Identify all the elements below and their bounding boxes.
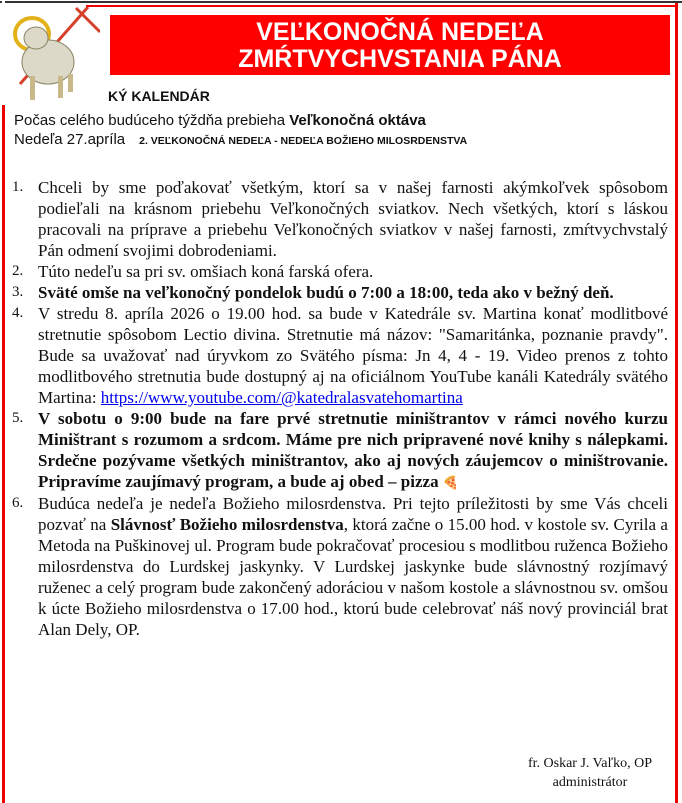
item-text: V sobotu o 9:00 bude na fare prvé stretnutie miništrantov v rámci nového kurzu Miništrant s rozumom a srdcom. Máme pre nich pripravené nové knihy s nálepkami. Srdečne pozývame všetkých miništrantov, ako aj nových záujemcov o miništrovanie. Pripravíme zaujímavý program, a bude aj obed – pizza: [38, 409, 668, 491]
item-text: Túto nedeľu sa pri sv. omšiach koná farská ofera.: [38, 262, 374, 281]
list-item: [0, 177, 668, 261]
date: Nedeľa 27.apríla: [14, 131, 126, 148]
octave-prefix: Počas celého budúceho týždňa prebieha: [14, 112, 290, 129]
date-line: [14, 131, 467, 148]
item-text: Chceli by sme poďakovať všetkým, ktorí sa v našej farnosti akýmkoľvek spôsobom podieľali na krásnom priebehu Veľkonočných sviatkov. Nech všetkých, ktorí s láskou pracovali na príprave a priebehu Veľkonočných sviatkov v našej farnosti, zmŕtvychvstalý Pán odmení svojimi dobrodeniami.: [38, 178, 668, 260]
list-item: [0, 303, 668, 408]
list-item: [0, 282, 668, 303]
frame-inner-top-border: [86, 5, 678, 7]
item-text: Sväté omše na veľkonočný pondelok budú o 7:00 a 18:00, teda ako v bežný deň.: [38, 283, 614, 302]
item-number: 5.: [12, 410, 24, 426]
title-line-2: ZMŔTVYCHVSTANIA PÁNA: [238, 45, 562, 73]
item-number: 3.: [12, 284, 24, 300]
signature-role: administrátor: [552, 775, 628, 790]
title-line-1: VEĽKONOČNÁ NEDEĽA: [256, 18, 544, 46]
frame-right-border: [675, 3, 678, 803]
signature: [500, 754, 680, 792]
item-text-bold: Slávnosť Božieho milosrdenstva: [110, 515, 344, 534]
item-number: 6.: [12, 495, 24, 511]
item-number: 1.: [12, 179, 24, 195]
item-number: 2.: [12, 263, 24, 279]
octave-line: [14, 112, 426, 129]
item-text: , ktorá začne o 15.00 hod. v kostole sv. Cyrila a Metoda na Puškinovej ul. Program bude pokračovať procesiou s modlitbou ruženca Božieho milosrdenstva do Lurdskej jaskynky. V Lurdskej jaskynke bude slávnostný rozjímavý ruženec a celý program bude zakončený adoráciou v našom kostole a slávnostnou sv. omšou k úcte Božieho milosrdenstva o 17.00 hod., ktorú bude celebrovať náš nový provinciál brat Alan Dely, OP.: [38, 515, 668, 639]
octave-bold: Veľkonočná oktáva: [289, 112, 426, 129]
announcements-list: [0, 177, 668, 640]
youtube-link[interactable]: https://www.youtube.com/@katedralasvatehomartina: [100, 388, 463, 407]
item-text: V stredu 8. apríla 2026 o 19.00 hod. sa bude v Katedrále sv. Martina konať modlitbové stretnutie spôsobom Lectio divina. Stretnutie má názov: "Samaritánka, poznanie pravdy". Bude sa uvažovať nad úryvkom zo Svätého písma: Jn 4, 4 - 19. Video prenos z tohto modlitbového stretnutia bude dostupný aj na oficiálnom YouTube kanáli Katedrály svätého Martina:: [38, 304, 668, 407]
frame-gap: [2, 0, 5, 105]
calendar-heading: KÝ KALENDÁR: [108, 88, 210, 104]
paschal-lamb-icon: [8, 4, 100, 104]
list-item: [0, 493, 668, 640]
item-number: 4.: [12, 305, 24, 321]
feast-name: 2. VEĽKONOČNÁ NEDEĽA - NEDEĽA BOŽIEHO MILOSRDENSTVA: [139, 135, 468, 147]
pizza-icon: 🍕: [442, 475, 460, 490]
frame-top-border: [0, 1, 682, 3]
list-item: [0, 261, 668, 282]
title-banner: [110, 15, 670, 75]
list-item: [0, 408, 668, 493]
signature-name: fr. Oskar J. Vaľko, OP: [527, 756, 653, 771]
item-text: Budúca nedeľa je nedeľa Božieho milosrdenstva. Pri tejto príležitosti by sme Vás chceli pozvať na: [38, 494, 668, 534]
